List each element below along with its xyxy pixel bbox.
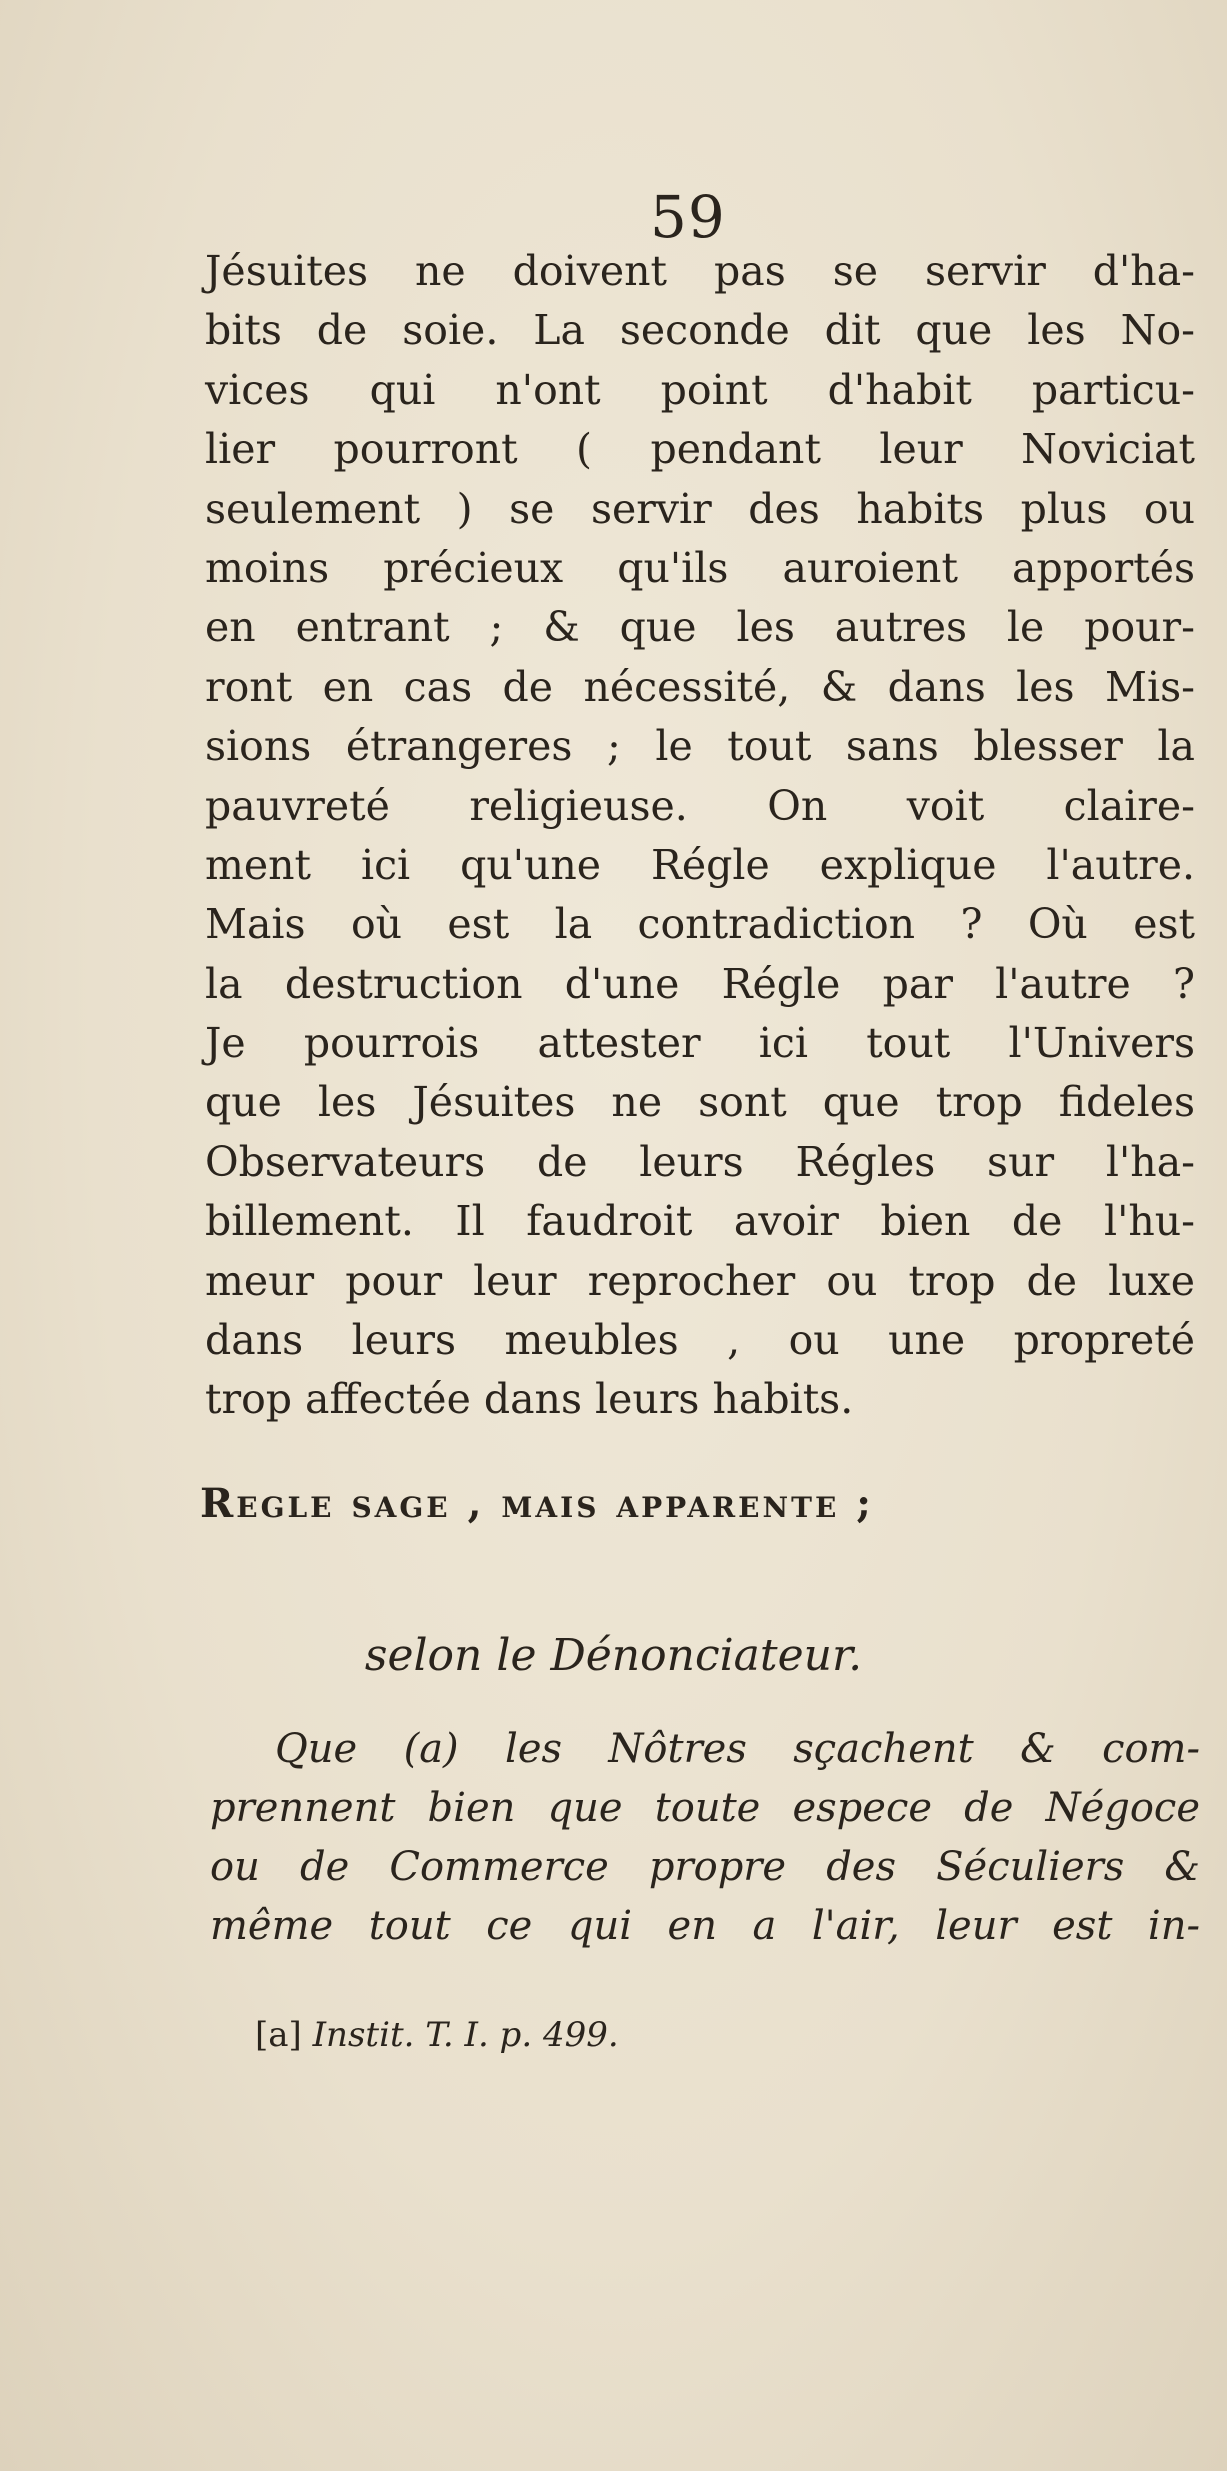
text-line: la destruction d'une Régle par l'autre ? — [205, 959, 1195, 1008]
footnote — [255, 2015, 619, 2055]
section-subheading: selon le Dénonciateur. — [364, 1630, 863, 1681]
quote-line: prennent bien que toute espece de Négoce — [210, 1785, 1200, 1831]
text-line: meur pour leur reprocher ou trop de luxe — [205, 1256, 1195, 1305]
text-line: Jésuites ne doivent pas se servir d'ha- — [205, 247, 1195, 295]
text-line: en entrant ; & que les autres le pour- — [205, 603, 1195, 652]
text-line: billement. Il faudroit avoir bien de l'hu- — [205, 1197, 1195, 1246]
text-line: trop affectée dans leurs habits. — [205, 1375, 854, 1424]
quoted-rule-text — [210, 1720, 1200, 1956]
text-line: Observateurs de leurs Régles sur l'ha- — [205, 1137, 1195, 1186]
text-line: sions étrangeres ; le tout sans blesser la — [205, 722, 1195, 771]
text-line: pauvreté religieuse. On voit claire- — [205, 781, 1195, 830]
text-line: dans leurs meubles , ou une propreté — [205, 1316, 1195, 1365]
quote-line: ou de Commerce propre des Séculiers & — [210, 1844, 1200, 1890]
text-line: bits de soie. La seconde dit que les No- — [205, 306, 1195, 355]
footnote-mark: [a] — [255, 2015, 302, 2055]
text-line: seulement ) se servir des habits plus ou — [205, 484, 1195, 533]
section-heading: Regle sage , mais apparente ; — [200, 1480, 874, 1527]
text-line: lier pourront ( pendant leur Noviciat — [205, 425, 1195, 474]
text-line: que les Jésuites ne sont que trop fideles — [205, 1078, 1195, 1127]
text-line: moins précieux qu'ils auroient apportés — [205, 543, 1195, 592]
page-number: 59 — [650, 183, 726, 251]
quote-line: même tout ce qui en a l'air, leur est in- — [210, 1903, 1200, 1949]
text-line: Mais où est la contradiction ? Où est — [205, 900, 1195, 949]
text-line: Je pourrois attester ici tout l'Univers — [205, 1019, 1195, 1068]
text-line: ment ici qu'une Régle explique l'autre. — [205, 840, 1195, 889]
footnote-reference: Instit. T. I. p. 499. — [312, 2015, 619, 2055]
body-text — [205, 242, 1195, 1430]
text-line: vices qui n'ont point d'habit particu- — [205, 365, 1195, 414]
text-line: ront en cas de nécessité, & dans les Mis- — [205, 662, 1195, 711]
quote-line: Que (a) les Nôtres sçachent & com- — [275, 1726, 1200, 1772]
